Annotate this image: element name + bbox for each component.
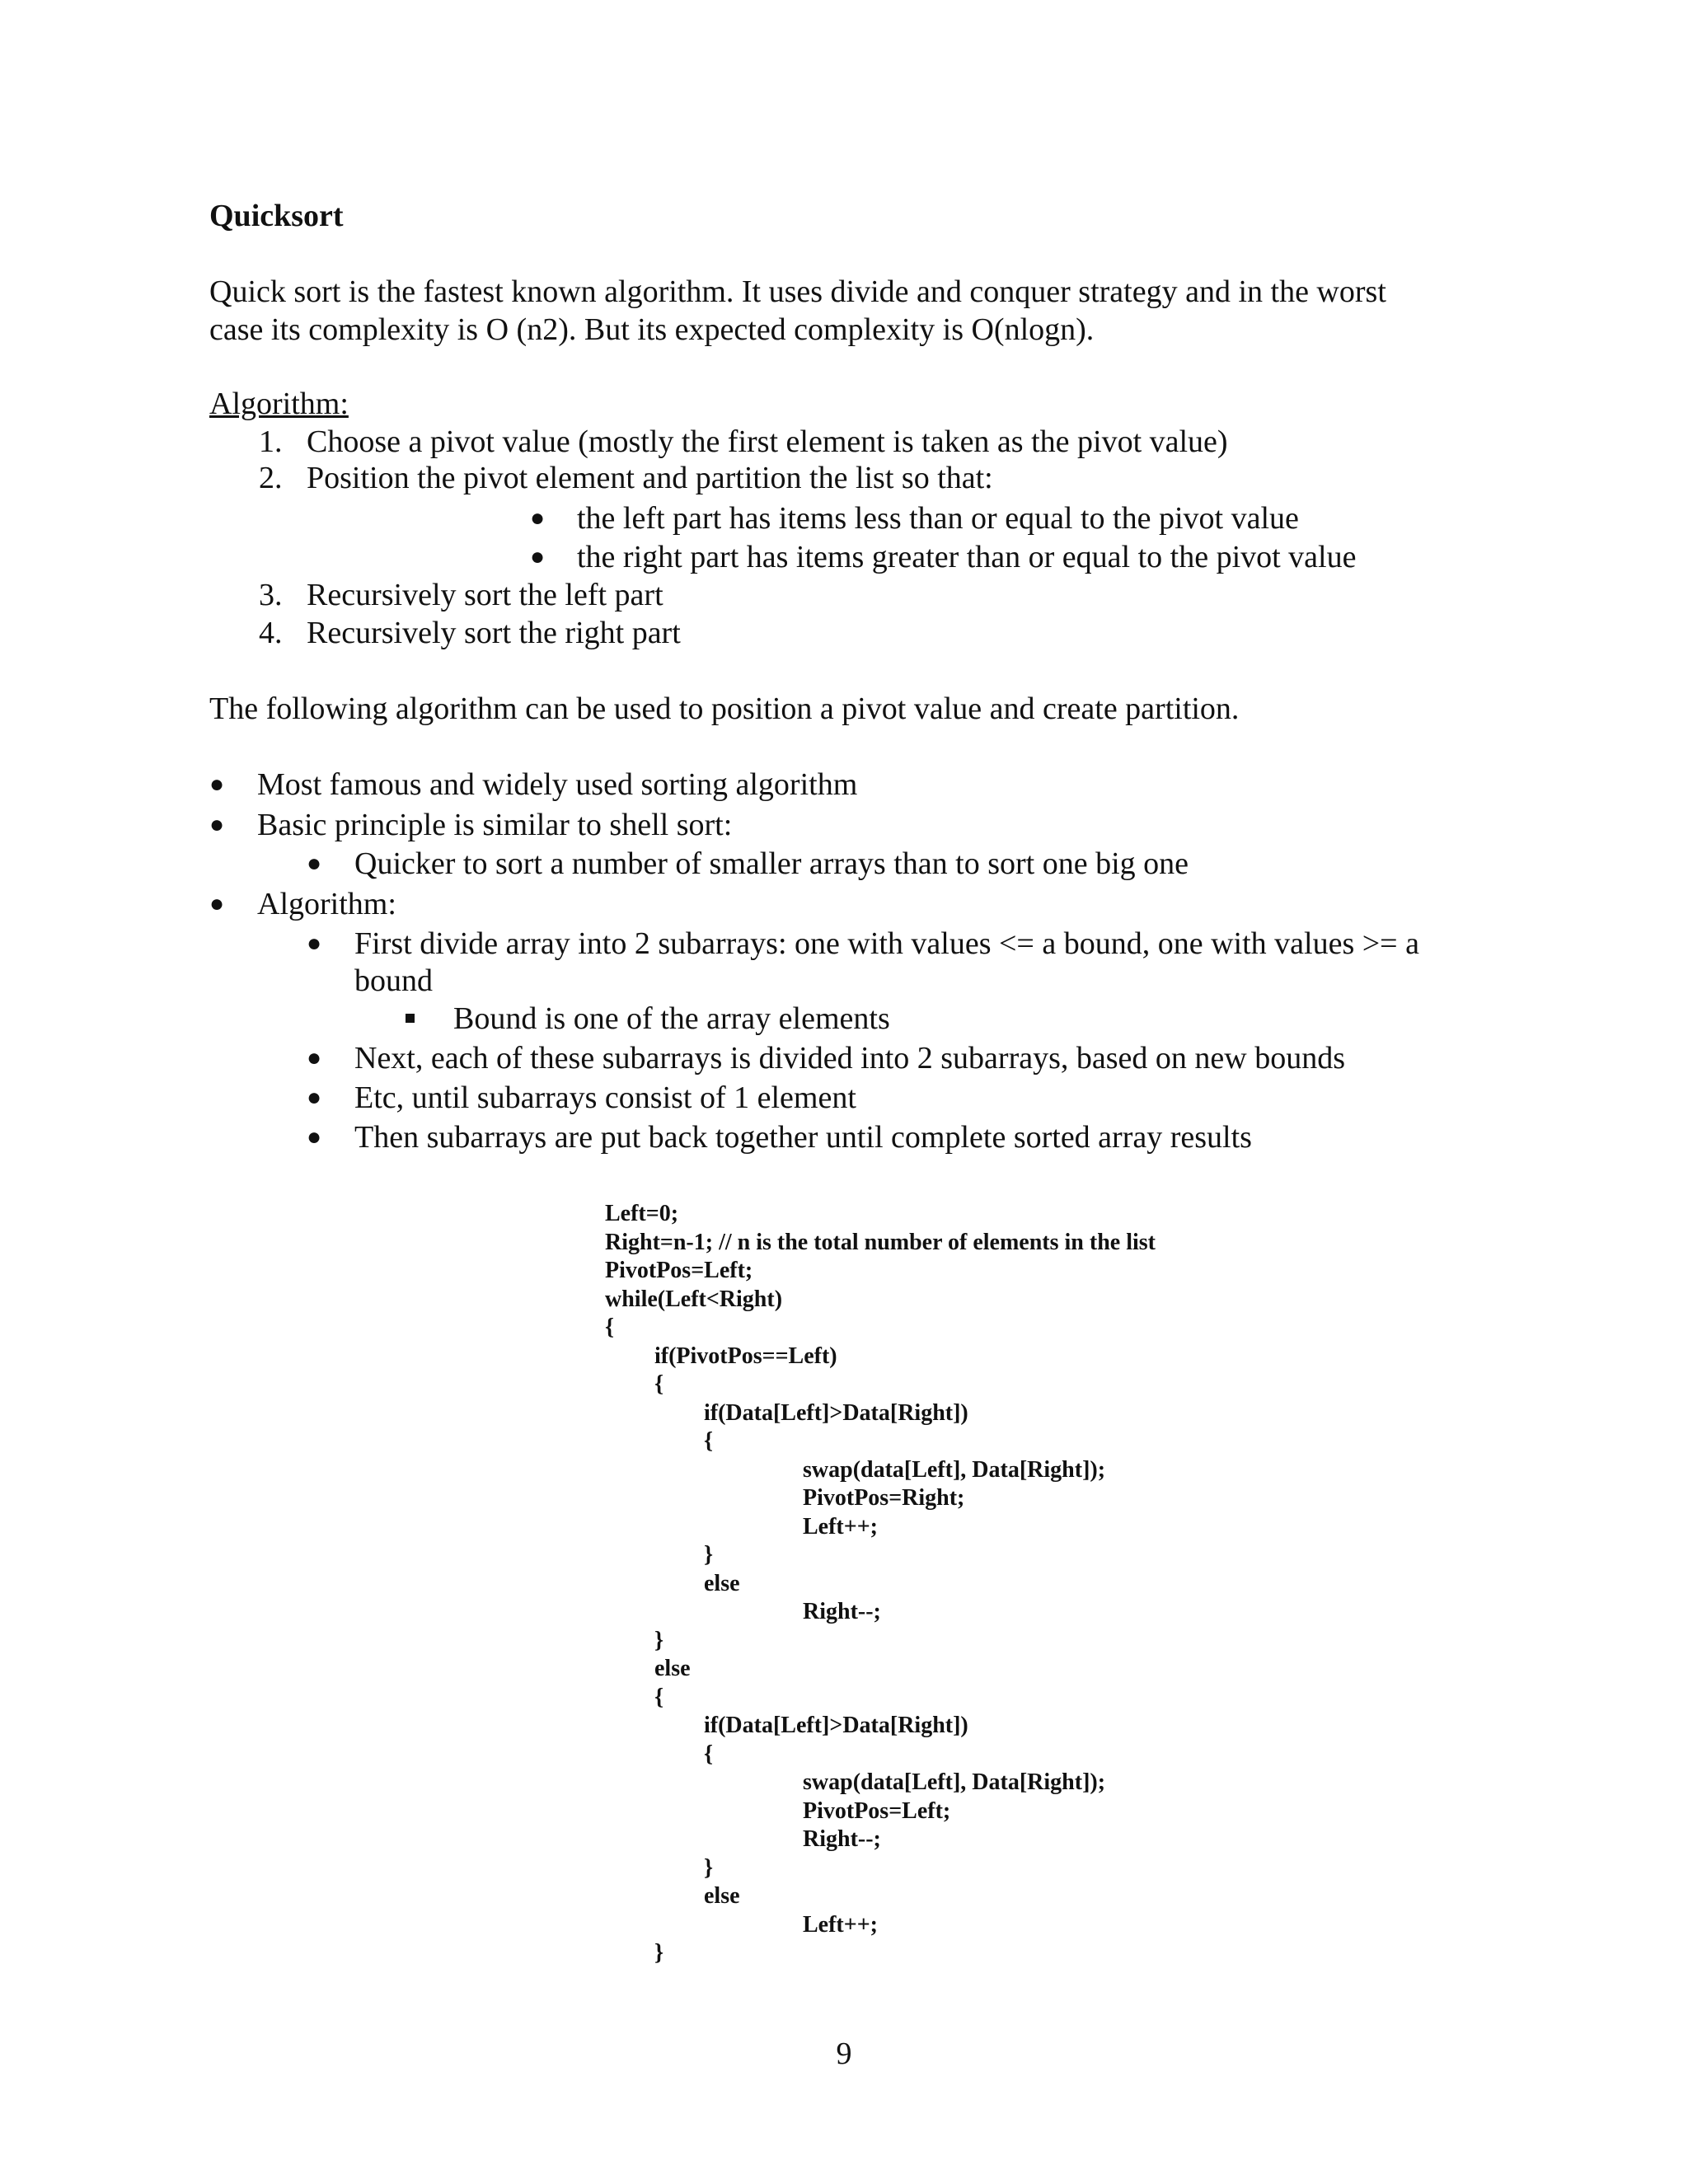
algorithm-heading: Algorithm: [209,387,349,421]
intro-line-2: case its complexity is O (n2). But its expected complexity is O(nlogn). [209,312,1095,347]
code-line: PivotPos=Right; [803,1485,965,1511]
code-line: if(Data[Left]>Data[Right]) [704,1713,968,1738]
bullet-text-continued: bound [354,963,433,998]
code-line: } [654,1940,664,1966]
code-line: else [654,1656,691,1681]
code-line: swap(data[Left], Data[Right]); [803,1456,1106,1483]
step-text: Recursively sort the left part [307,578,663,612]
bullet-text: Algorithm: [257,887,396,921]
code-line: PivotPos=Left; [605,1258,753,1283]
step-number: 3. [259,578,283,612]
bullet-icon: ● [307,1123,322,1151]
step-number: 1. [259,424,283,459]
square-bullet-icon [406,1014,415,1023]
bullet-text: Most famous and widely used sorting algorithm [257,767,858,802]
step-text: Recursively sort the right part [307,616,681,650]
step-number: 4. [259,616,283,650]
code-line: if(Data[Left]>Data[Right]) [704,1399,968,1426]
partition-intro: The following algorithm can be used to position a pivot value and create partition. [209,691,1240,726]
code-line: Right--; [803,1599,881,1624]
code-line: Left=0; [605,1201,679,1226]
code-line: Right--; [803,1826,881,1852]
code-line: { [654,1684,664,1710]
code-line: PivotPos=Left; [803,1797,951,1824]
bullet-text: Then subarrays are put back together until complete sorted array results [354,1120,1252,1155]
bullet-icon: ● [530,543,546,570]
bullet-icon: ● [307,930,322,957]
bullet-text: Bound is one of the array elements [453,1001,890,1036]
intro-line-1: Quick sort is the fastest known algorithm. It uses divide and conquer strategy and in the worst [209,274,1386,309]
bullet-text: Next, each of these subarrays is divided into 2 subarrays, based on new bounds [354,1041,1345,1076]
code-line: else [704,1883,740,1909]
step-number: 2. [259,461,283,495]
code-line: while(Left<Right) [605,1286,783,1312]
page-number: 9 [836,2036,852,2071]
bullet-text: First divide array into 2 subarrays: one with values <= a bound, one with values >= a [354,926,1419,961]
page-title: Quicksort [209,199,344,233]
bullet-icon: ● [209,811,225,838]
bullet-text: Quicker to sort a number of smaller arrays than to sort one big one [354,846,1189,881]
step-text: Position the pivot element and partition the list so that: [307,461,993,495]
code-line: } [704,1542,714,1568]
bullet-text: Basic principle is similar to shell sort: [257,808,733,842]
code-line: } [704,1854,714,1881]
code-line: { [704,1428,714,1454]
step-text: Choose a pivot value (mostly the first element is taken as the pivot value) [307,424,1228,459]
bullet-icon: ● [209,890,225,917]
bullet-icon: ● [530,504,546,532]
code-line: Left++; [803,1513,878,1540]
sub-bullet-text: the left part has items less than or equal to the pivot value [577,501,1299,536]
code-line: if(PivotPos==Left) [654,1343,837,1369]
bullet-icon: ● [307,1044,322,1071]
code-line: Right=n-1; // n is the total number of elements in the list [605,1229,1156,1255]
code-line: } [654,1627,664,1653]
code-line: { [605,1315,615,1340]
bullet-icon: ● [307,1084,322,1111]
sub-bullet-text: the right part has items greater than or equal to the pivot value [577,540,1357,574]
code-line: Left++; [803,1911,878,1938]
bullet-text: Etc, until subarrays consist of 1 element [354,1080,856,1115]
code-line: { [704,1741,714,1767]
bullet-icon: ● [307,850,322,877]
code-line: { [654,1371,664,1397]
bullet-icon: ● [209,771,225,798]
code-line: swap(data[Left], Data[Right]); [803,1769,1106,1795]
code-line: else [704,1570,740,1596]
